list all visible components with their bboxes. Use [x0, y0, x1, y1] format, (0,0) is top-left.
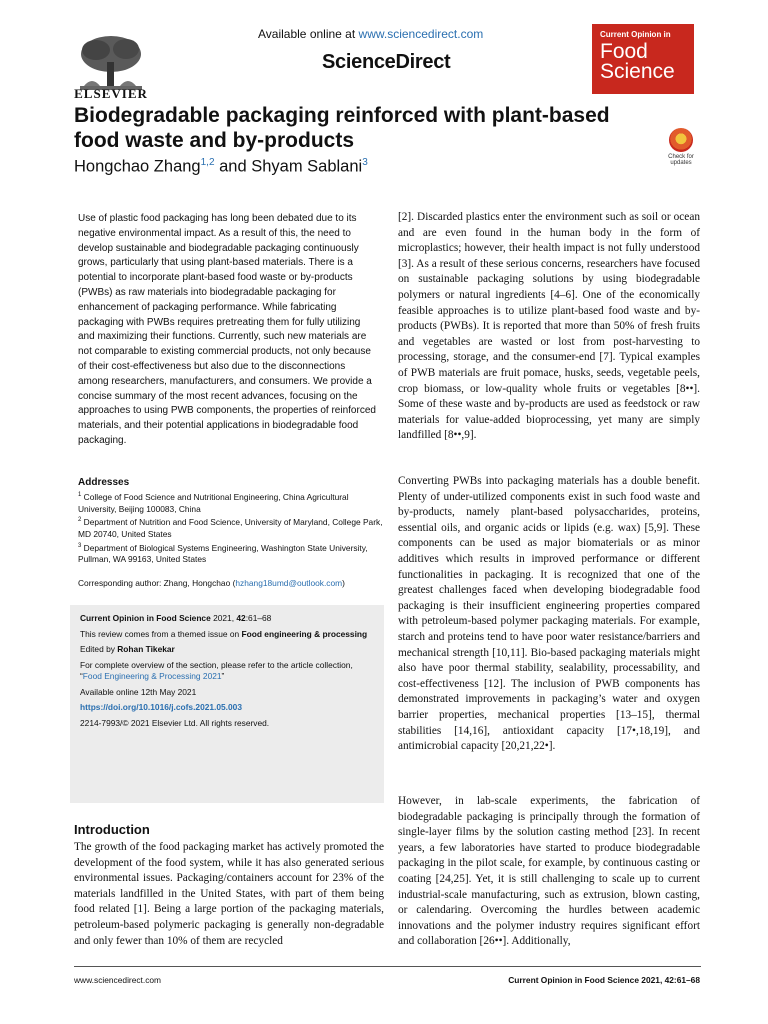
body-paragraph: However, in lab-scale experiments, the fabrication of biodegradable packaging is principally through the formation of single-layer films by the solution casting method [23]. In recent years, a few laboratories have started to produce biodegradable packaging in the pilot scale, for example, by continuous casting or coating [24,25]. Yet, it is still challenging to scale up to current industrial-scale manufacturing, such as extrusion, blown casting, or calendaring. Overcoming the hurdles between academic innovations and the polymer industry requires significant effort and collaboration [26••]. Additionally, — [398, 795, 700, 948]
sciencedirect-logo-text: ScienceDirect — [322, 51, 451, 73]
author-name: Hongchao Zhang — [74, 157, 201, 176]
author-name: Shyam Sablani — [251, 157, 363, 176]
journal-logo-title: Food Science — [600, 40, 675, 83]
author-affiliation-ref[interactable]: 1,2 — [200, 157, 215, 168]
introduction-heading: Introduction — [74, 822, 150, 837]
journal-cover-logo — [592, 24, 694, 94]
check-for-updates-button[interactable]: Check for updates — [664, 128, 698, 166]
collection-overview: For complete overview of the section, please refer to the article collection, “Food Engineering & Processing 2021” — [80, 659, 353, 681]
journal-logo-small: Current Opinion in — [600, 30, 671, 39]
citation: Current Opinion in Food Science 2021, 42:61–68 — [80, 613, 272, 623]
sciencedirect-link[interactable]: www.sciencedirect.com — [358, 27, 484, 41]
corresponding-author: Corresponding author: Zhang, Hongchao (hzhang18umd@outlook.com) — [78, 578, 345, 588]
doi-link[interactable]: https://doi.org/10.1016/j.cofs.2021.05.003 — [80, 702, 242, 712]
address-item: $^1$ College of Food Science and Nutritional Engineering, China Agricultural University, Beijing 100083, China — [78, 491, 349, 514]
edited-by: Edited by Rohan Tikekar — [80, 644, 175, 654]
address-item: $^3$ Department of Biological Systems Engineering, Washington State University, Pullman, WA 99163, United States — [78, 542, 368, 565]
author-list: Hongchao Zhang$^{1,2}$ and Shyam Sablani$^3$ — [74, 157, 368, 176]
copyright: 2214-7993/© 2021 Elsevier Ltd. All rights reserved. — [80, 717, 270, 728]
address-item: $^2$ Department of Nutrition and Food Science, University of Maryland, College Park, MD 20740, United States — [78, 517, 383, 539]
available-date: Available online 12th May 2021 — [80, 686, 197, 697]
article-title: Biodegradable packaging reinforced with plant-based food waste and by-products — [74, 104, 610, 152]
check-updates-icon — [669, 128, 693, 152]
addresses — [78, 490, 383, 566]
footer-citation: Current Opinion in Food Science 2021, 42:61–68 — [508, 975, 700, 985]
corresponding-email-link[interactable]: hzhang18umd@outlook.com — [235, 578, 343, 588]
author-affiliation-ref[interactable]: 3 — [362, 157, 368, 168]
abstract: Use of plastic food packaging has long been debated due to its negative environmental impact. As a result of this, the need to develop sustainable and biodegradable packaging continuously grows, particularly that using plant-based materials. There is a potential to incorporate plant-based food waste or by-products (PWBs) as raw materials into biodegradable packaging for enhancement of packaging performance. While fabricating packaging with PWBs requires pretreating them for fully utilizing and maximizing their functions. Currently, such new materials are not comparable to existing commercial products, not only because of their cost-effectiveness but also due to the disconnections among researchers, manufacturers, and consumers. We provide a concise summary of the most recent advances, focusing on the approaches to using PWB components, the properties of reinforced materials, and their potential applications in biodegradable food packaging. — [78, 213, 376, 446]
article-info-box — [70, 605, 384, 803]
elsevier-wordmark: ELSEVIER — [74, 86, 148, 101]
footer-website[interactable]: www.sciencedirect.com — [74, 975, 162, 985]
introduction-text: The growth of the food packaging market has actively promoted the development of the food system, while it has also generated serious environmental issues. Packaging/containers account for 23% of the materials landfilled in the United States, with part of them being food related [1]. Being a large portion of the packaging materials, petroleum-based polymeric packaging is generally non-degradable and only fewer than 10% of them are recycled — [74, 841, 384, 947]
body-paragraph: [2]. Discarded plastics enter the environment such as soil or ocean and are even found in the human body in the form of microplastics; however, their health impact is not fully understood [3]. As a result of these serious concerns, researchers have focused on sustainable packaging solutions by using biodegradable polymers or natural ingredients [4–6]. One of the economically feasible approaches is to utilize plant-based food waste and by-products (PWBs). It is reported that more than 50% of fresh fruits and vegetables are wasted or lost from post-harvesting to processing, storage, and the consumer-end [7]. Typical examples of PWB materials are fruit pomace, husks, seeds, vegetable peels, crop biomass, or low-quality whole fruits or vegetables [8••]. Some of these waste and by-products are used as feedstock or raw materials for value-added bioprocessing, yet many are simply landfilled [8••,9]. — [398, 211, 700, 442]
themed-issue: This review comes from a themed issue on Food engineering & processing — [80, 628, 368, 639]
footer-divider — [74, 966, 701, 967]
body-paragraph: Converting PWBs into packaging materials has a double benefit. Plenty of under-utilized components exist in such food waste and by-products, namely plant-based polysaccharides, proteins, essential oils, and organic acids or lipids (e.g. wax) [5,9]. These components can be used as major biomaterials or as minor additives which results in improved performance or different functionalities in packaging. It is recognized that one of the greatest challenges faced when developing biodegradable food packaging is their insufficient engineering properties compared with petroleum-based polymer packaging materials. For example, starch and proteins tend to have poor water resistance/barriers and mechanical strength [10,11]. Bio-based packaging materials might also have poor thermal stability, sealability, processability, and cost-effectiveness [12]. The inclusion of PWB components has demonstrated improvements in packaging’s water and oxygen barrier properties, mechanical properties [13–15], thermal stabilities [14,16], antioxidant capacity [17•,18,19], and antimicrobial capacity [20,21,22•]. — [398, 475, 700, 753]
available-online: Available online at www.sciencedirect.com — [258, 27, 484, 41]
addresses-heading: Addresses — [78, 477, 130, 488]
collection-link[interactable]: Food Engineering & Processing 2021 — [82, 671, 222, 681]
